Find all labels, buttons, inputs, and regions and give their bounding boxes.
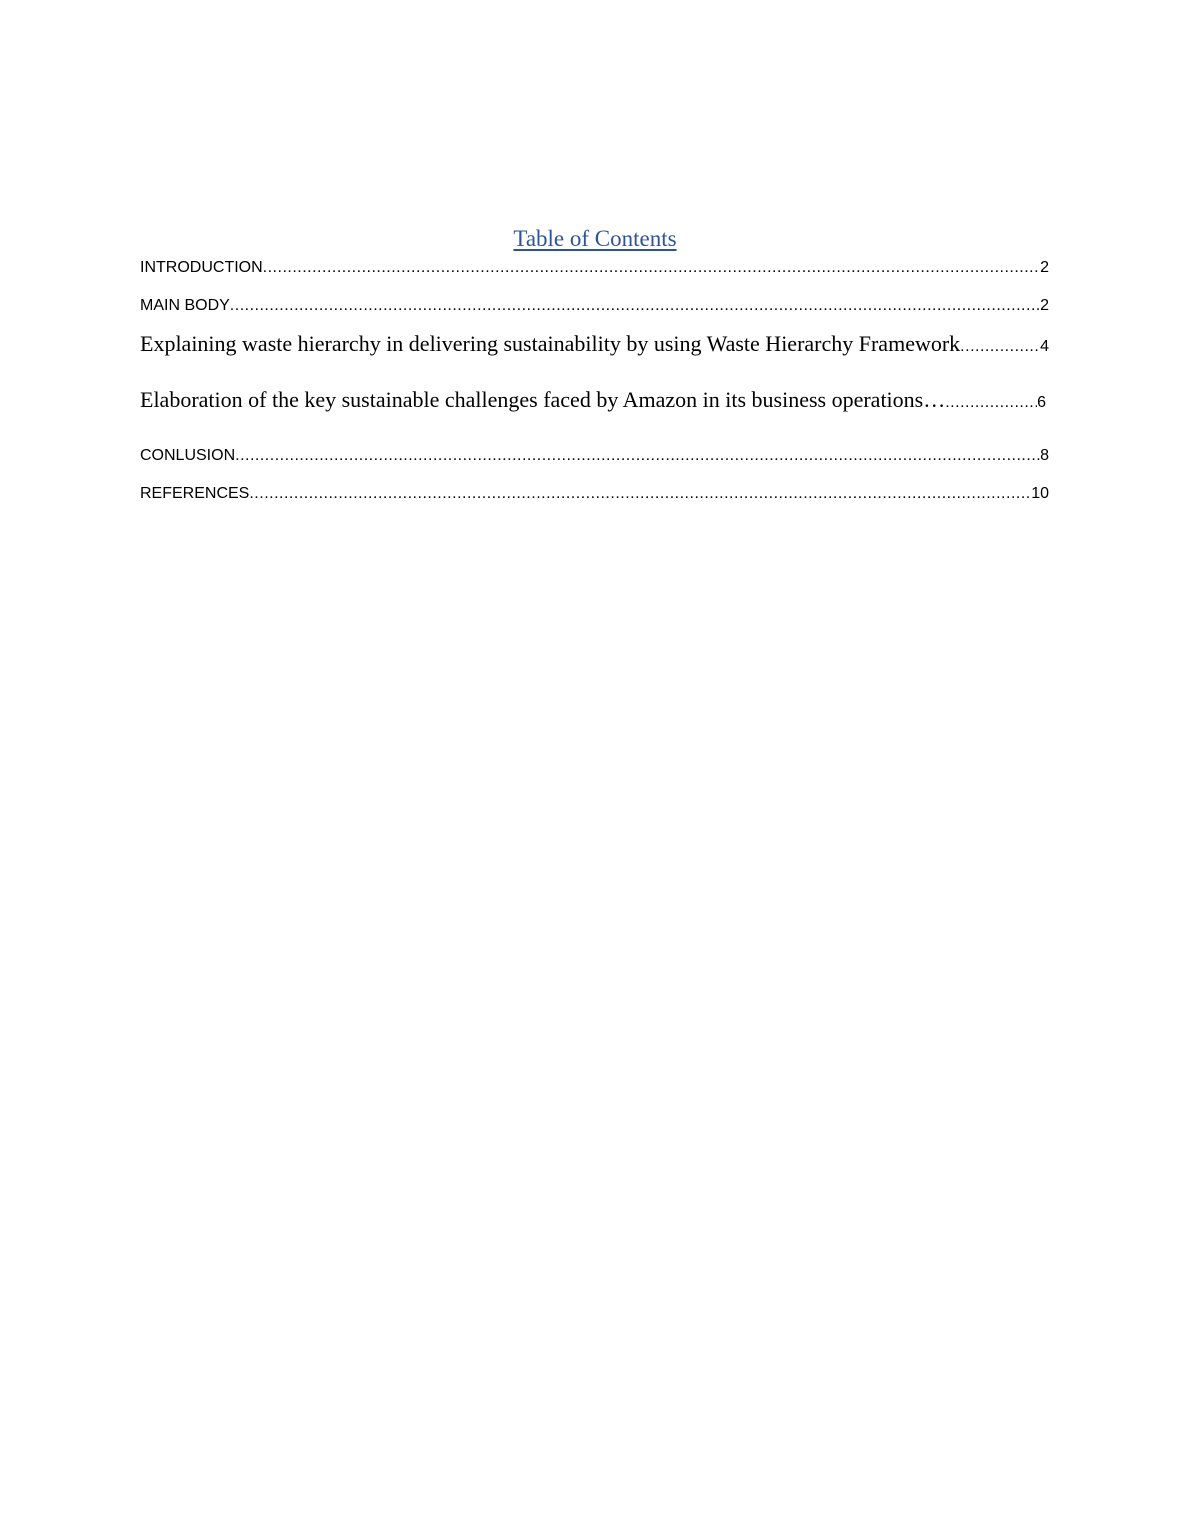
toc-dot-leader (230, 295, 1040, 317)
toc-entry-sustainable-challenges[interactable] (140, 386, 1046, 417)
toc-title: Table of Contents (513, 226, 677, 251)
toc-dot-leader (249, 483, 1031, 505)
toc-entry-main-body[interactable] (140, 295, 1049, 317)
toc-entry-label: CONLUSION (140, 447, 236, 464)
toc-page-number: 6 (1037, 394, 1046, 411)
toc-page-number: 10 (1031, 485, 1049, 502)
toc-dot-leader (960, 333, 1040, 361)
toc-page-number: 2 (1040, 259, 1049, 276)
toc-entry-introduction[interactable] (140, 257, 1049, 279)
toc-dot-leader (945, 389, 1037, 417)
toc-entry-label: MAIN BODY (140, 297, 230, 314)
toc-page-number: 8 (1040, 447, 1049, 464)
toc-page-number: 2 (1040, 297, 1049, 314)
toc-entry-label: INTRODUCTION (140, 259, 263, 276)
toc-entry-label: Elaboration of the key sustainable challenges faced by Amazon in its business operations… (140, 387, 946, 412)
toc-entry-references[interactable] (140, 483, 1049, 505)
toc-entry-conclusion[interactable] (140, 445, 1049, 467)
toc-dot-leader (235, 445, 1040, 467)
toc-entry-label: Explaining waste hierarchy in delivering sustainability by using Waste Hierarchy Framework (140, 331, 961, 356)
toc-page-number: 4 (1040, 338, 1049, 355)
toc-entry-waste-hierarchy[interactable] (140, 330, 1049, 361)
toc-dot-leader (263, 257, 1040, 279)
toc-entry-label: REFERENCES (140, 485, 250, 502)
